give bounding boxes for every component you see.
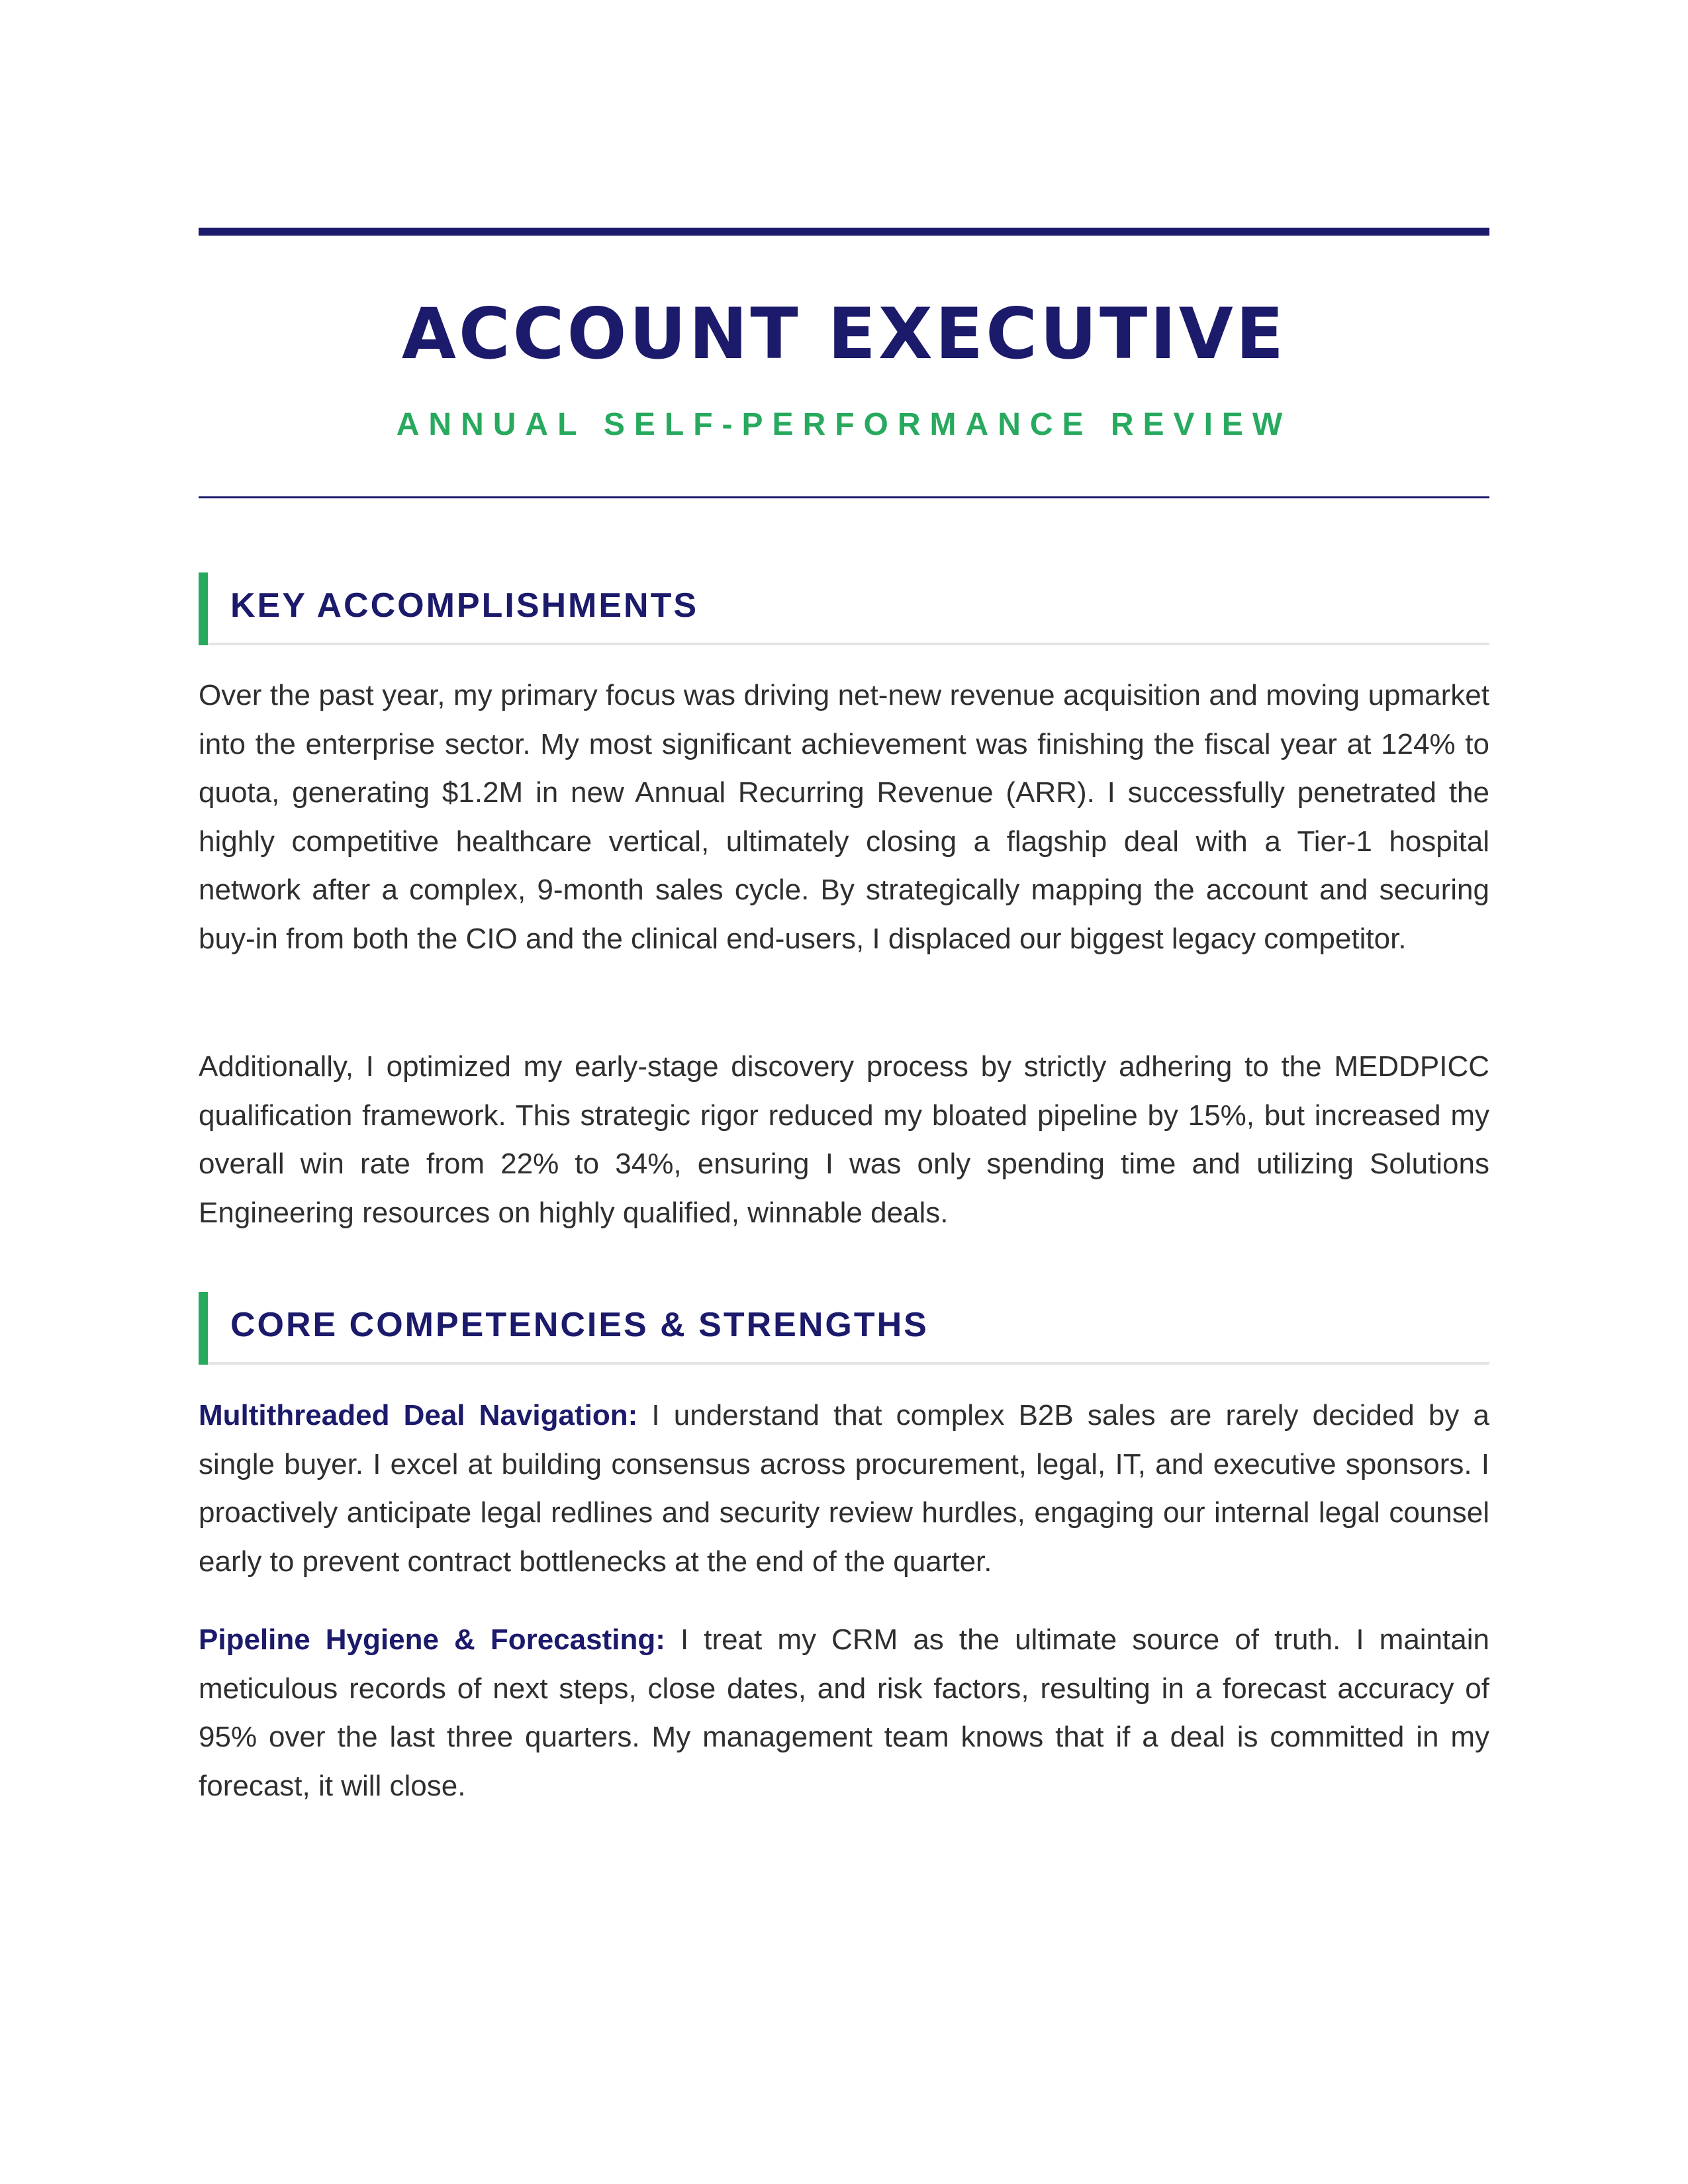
section-underline	[208, 643, 1489, 645]
section-heading-label: CORE COMPETENCIES & STRENGTHS	[230, 1306, 929, 1344]
competency-text: I treat my CRM as the ultimate source of truth. I maintain meticulous records of next steps, close dates, and risk factors, resulting in a forecast accuracy of 95% over the last three quarters. My management team knows that if a deal is committed in my forecast, it will close.	[199, 1623, 1489, 1802]
competency-text: I understand that complex B2B sales are rarely decided by a single buyer. I excel at building consensus across procurement, legal, IT, and executive sponsors. I proactively anticipate legal redlines and security review hurdles, engaging our internal legal counsel early to prevent contract bottlenecks at the end of the quarter.	[199, 1399, 1489, 1578]
competency-lead: Pipeline Hygiene & Forecasting:	[199, 1623, 665, 1656]
competency-item	[199, 1615, 1489, 1810]
section-underline	[208, 1362, 1489, 1365]
header-divider	[199, 496, 1489, 498]
competency-lead: Multithreaded Deal Navigation:	[199, 1399, 638, 1432]
document-subtitle: ANNUAL SELF-PERFORMANCE REVIEW	[396, 407, 1292, 442]
section-accent-bar	[199, 572, 208, 645]
accomplishments-paragraph-2: Additionally, I optimized my early-stage discovery process by strictly adhering to the MEDDPICC qualification framework. This strategic rigor reduced my bloated pipeline by 15%, but increased my overall win rate from 22% to 34%, ensuring I was only spending time and utilizing Solutions Engineering resources on highly qualified, winnable deals.	[199, 1050, 1489, 1229]
section-heading-key-accomplishments	[199, 572, 1489, 645]
accomplishments-paragraph-1: Over the past year, my primary focus was driving net-new revenue acquisition and moving upmarket into the enterprise sector. My most significant achievement was finishing the fiscal year at 124% to quota, generating $1.2M in new Annual Recurring Revenue (ARR). I successfully penetrated the highly competitive healthcare vertical, ultimately closing a flagship deal with a Tier-1 hospital network after a complex, 9-month sales cycle. By strategically mapping the account and securing buy-in from both the CIO and the clinical end-users, I displaced our biggest legacy competitor.	[199, 679, 1489, 955]
top-rule	[199, 228, 1489, 236]
section-heading-core-competencies	[199, 1292, 1489, 1365]
section-accent-bar	[199, 1292, 208, 1365]
document-title: ACCOUNT EXECUTIVE	[401, 293, 1287, 375]
section-heading-label: KEY ACCOMPLISHMENTS	[230, 586, 699, 625]
competency-item	[199, 1391, 1489, 1586]
